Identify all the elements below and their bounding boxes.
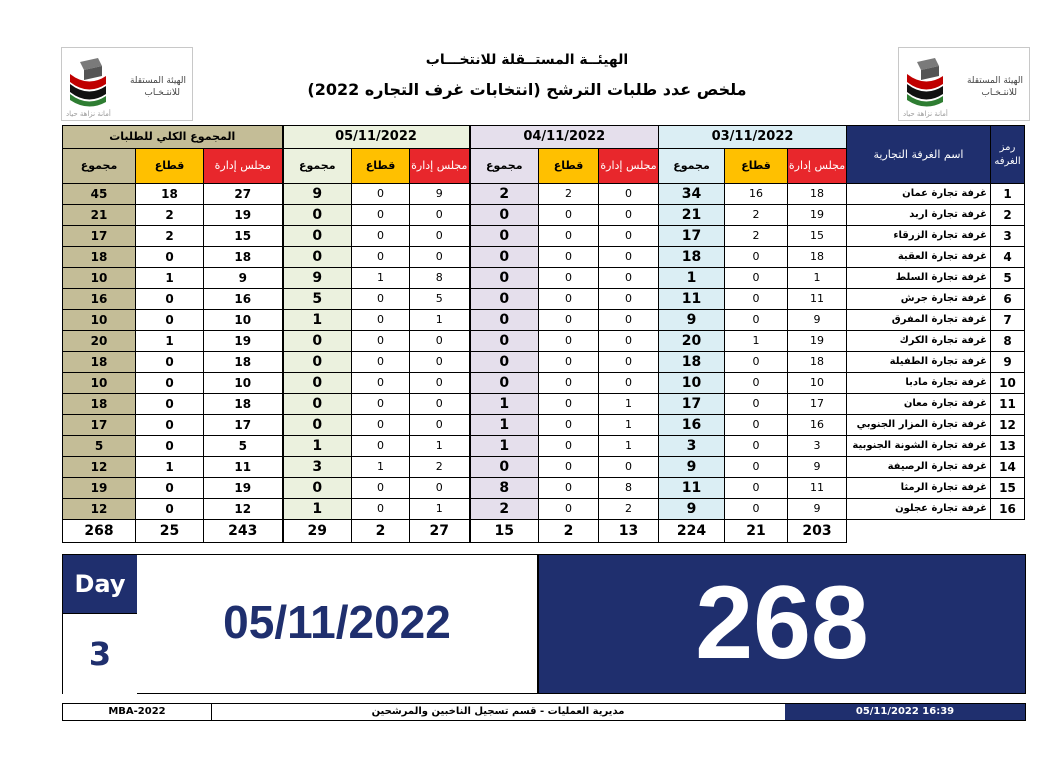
day3-sum-cell: 0 bbox=[283, 352, 352, 373]
footer-code: MBA-2022 bbox=[63, 704, 212, 720]
day1-sum-cell: 16 bbox=[659, 415, 725, 436]
day1-sector-cell: 0 bbox=[725, 247, 788, 268]
day3-sector-cell: 0 bbox=[352, 394, 410, 415]
day-label: Day bbox=[63, 555, 137, 613]
day3-board-cell: 0 bbox=[410, 226, 470, 247]
day2-sector-cell: 0 bbox=[539, 373, 599, 394]
chamber-name-cell: غرفة تجارة اربد bbox=[847, 205, 991, 226]
day2-sum-cell: 0 bbox=[470, 457, 539, 478]
grand-total: 268 bbox=[695, 565, 869, 681]
chamber-code-cell: 7 bbox=[991, 310, 1025, 331]
total-sum-cell: 5 bbox=[63, 436, 136, 457]
total-sector-cell: 2 bbox=[136, 226, 204, 247]
total-board-cell: 5 bbox=[204, 436, 283, 457]
total-sum-cell: 10 bbox=[63, 268, 136, 289]
day2-board-cell: 0 bbox=[599, 457, 659, 478]
day1-sum-cell: 11 bbox=[659, 478, 725, 499]
logo-motto: أمانة نزاهة حياد bbox=[903, 110, 948, 118]
logo-name-line1: الهيئة المستقلة bbox=[966, 76, 1023, 86]
table-row bbox=[63, 394, 1025, 415]
day1-sum-cell: 17 bbox=[659, 394, 725, 415]
day1-board-cell: 9 bbox=[788, 457, 847, 478]
day1-board-cell: 1 bbox=[788, 268, 847, 289]
day1-sector-cell: 0 bbox=[725, 373, 788, 394]
day1-board-cell: 9 bbox=[788, 310, 847, 331]
day2-sum-cell: 0 bbox=[470, 205, 539, 226]
day1-sum-cell: 10 bbox=[659, 373, 725, 394]
table-row bbox=[63, 457, 1025, 478]
day3-board-cell: 1 bbox=[410, 499, 470, 520]
table-row bbox=[63, 373, 1025, 394]
total-board-cell: 19 bbox=[204, 331, 283, 352]
day2-total-cell: 13 bbox=[599, 520, 659, 543]
day2-board-cell: 0 bbox=[599, 373, 659, 394]
day3-board-cell: 8 bbox=[410, 268, 470, 289]
day3-board-cell: 0 bbox=[410, 478, 470, 499]
day2-sum-cell: 8 bbox=[470, 478, 539, 499]
day2-sector-cell: 0 bbox=[539, 331, 599, 352]
day2-sum-cell: 1 bbox=[470, 415, 539, 436]
day2-board-cell: 8 bbox=[599, 478, 659, 499]
day3-total-cell: 2 bbox=[352, 520, 410, 543]
day1-sum-cell: 9 bbox=[659, 457, 725, 478]
logo-name-line1: الهيئة المستقلة bbox=[129, 76, 186, 86]
total-total-cell: 243 bbox=[204, 520, 283, 543]
day3-sector-cell: 0 bbox=[352, 331, 410, 352]
chamber-code-cell: 5 bbox=[991, 268, 1025, 289]
group-header-total: المجموع الكلي للطلبات bbox=[63, 126, 283, 149]
day1-sector-cell: 0 bbox=[725, 499, 788, 520]
day3-board-cell: 0 bbox=[410, 415, 470, 436]
chamber-code-cell: 15 bbox=[991, 478, 1025, 499]
chamber-name-cell: غرفة تجارة معان bbox=[847, 394, 991, 415]
total-sum-cell: 18 bbox=[63, 394, 136, 415]
day1-sum-cell: 3 bbox=[659, 436, 725, 457]
day2-sum-cell: 0 bbox=[470, 331, 539, 352]
table-row bbox=[63, 499, 1025, 520]
chamber-name-cell: غرفة تجارة جرش bbox=[847, 289, 991, 310]
day3-sector-cell: 0 bbox=[352, 310, 410, 331]
chamber-code-cell: 13 bbox=[991, 436, 1025, 457]
total-sum-cell: 10 bbox=[63, 310, 136, 331]
day2-sector-cell: 0 bbox=[539, 289, 599, 310]
day1-sector-cell: 0 bbox=[725, 310, 788, 331]
chamber-name-cell: غرفة تجارة الكرك bbox=[847, 331, 991, 352]
total-sector-cell: 0 bbox=[136, 478, 204, 499]
day2-board-cell: 0 bbox=[599, 205, 659, 226]
chamber-name-cell: غرفة تجارة العقبة bbox=[847, 247, 991, 268]
day2-board-cell: 1 bbox=[599, 436, 659, 457]
day2-board-cell: 0 bbox=[599, 247, 659, 268]
total-sector-cell: 1 bbox=[136, 457, 204, 478]
day2-board-cell: 0 bbox=[599, 289, 659, 310]
total-sum-cell: 21 bbox=[63, 205, 136, 226]
table-row bbox=[63, 310, 1025, 331]
chamber-name-cell: غرفة تجارة عجلون bbox=[847, 499, 991, 520]
day2-sector-cell: 0 bbox=[539, 499, 599, 520]
day3-sector-cell: 0 bbox=[352, 373, 410, 394]
day2-sector-cell: 0 bbox=[539, 415, 599, 436]
day2-board-cell: 0 bbox=[599, 352, 659, 373]
day2-sector-cell: 0 bbox=[539, 478, 599, 499]
total-sector-cell: 0 bbox=[136, 436, 204, 457]
day1-sector-cell: 2 bbox=[725, 205, 788, 226]
date-box bbox=[137, 554, 538, 694]
total-sector-cell: 0 bbox=[136, 499, 204, 520]
day3-sector-cell: 0 bbox=[352, 205, 410, 226]
day2-sector-cell: 2 bbox=[539, 184, 599, 205]
day2-sector-cell: 0 bbox=[539, 352, 599, 373]
chamber-name-cell: غرفة تجارة المفرق bbox=[847, 310, 991, 331]
day1-board-cell: 10 bbox=[788, 373, 847, 394]
table-row bbox=[63, 436, 1025, 457]
totals-row bbox=[63, 520, 1025, 543]
total-board-cell: 18 bbox=[204, 394, 283, 415]
day3-total-cell: 29 bbox=[283, 520, 352, 543]
ballot-box-logo-icon bbox=[68, 54, 108, 110]
table-row bbox=[63, 184, 1025, 205]
total-sector-cell: 0 bbox=[136, 352, 204, 373]
day3-sum-cell: 0 bbox=[283, 373, 352, 394]
chamber-code-cell: 2 bbox=[991, 205, 1025, 226]
sub-header-sector: قطاع bbox=[136, 149, 204, 184]
day3-sum-cell: 1 bbox=[283, 310, 352, 331]
day2-board-cell: 1 bbox=[599, 394, 659, 415]
day2-board-cell: 0 bbox=[599, 331, 659, 352]
day3-board-cell: 0 bbox=[410, 205, 470, 226]
day1-sum-cell: 21 bbox=[659, 205, 725, 226]
total-board-cell: 19 bbox=[204, 478, 283, 499]
table-row bbox=[63, 226, 1025, 247]
day3-sum-cell: 0 bbox=[283, 394, 352, 415]
sub-header-sector: قطاع bbox=[352, 149, 410, 184]
day2-sector-cell: 0 bbox=[539, 247, 599, 268]
chamber-code-cell: 9 bbox=[991, 352, 1025, 373]
logo-name-line2: للانتـخـاب bbox=[981, 88, 1017, 98]
logo-name-line2: للانتـخـاب bbox=[144, 88, 180, 98]
total-sector-cell: 0 bbox=[136, 394, 204, 415]
day1-board-cell: 18 bbox=[788, 247, 847, 268]
day1-sector-cell: 0 bbox=[725, 289, 788, 310]
day2-sum-cell: 0 bbox=[470, 289, 539, 310]
chamber-code-cell: 3 bbox=[991, 226, 1025, 247]
day1-board-cell: 18 bbox=[788, 184, 847, 205]
day3-sum-cell: 0 bbox=[283, 478, 352, 499]
day3-sum-cell: 0 bbox=[283, 226, 352, 247]
day1-sum-cell: 1 bbox=[659, 268, 725, 289]
chamber-name-cell: غرفة تجارة السلط bbox=[847, 268, 991, 289]
day1-sum-cell: 18 bbox=[659, 247, 725, 268]
day2-sum-cell: 0 bbox=[470, 310, 539, 331]
day3-sector-cell: 0 bbox=[352, 415, 410, 436]
day1-sector-cell: 1 bbox=[725, 331, 788, 352]
day2-sector-cell: 0 bbox=[539, 457, 599, 478]
day2-sum-cell: 1 bbox=[470, 394, 539, 415]
sub-header-board: مجلس إدارة bbox=[410, 149, 470, 184]
day2-board-cell: 0 bbox=[599, 184, 659, 205]
day3-board-cell: 1 bbox=[410, 310, 470, 331]
day3-sector-cell: 0 bbox=[352, 499, 410, 520]
sub-header-sector: قطاع bbox=[725, 149, 788, 184]
day3-sum-cell: 5 bbox=[283, 289, 352, 310]
total-sum-cell: 12 bbox=[63, 457, 136, 478]
total-sum-cell: 18 bbox=[63, 247, 136, 268]
day2-board-cell: 1 bbox=[599, 415, 659, 436]
chamber-code-cell: 11 bbox=[991, 394, 1025, 415]
day1-sector-cell: 0 bbox=[725, 268, 788, 289]
total-sum-cell: 12 bbox=[63, 499, 136, 520]
day2-sector-cell: 0 bbox=[539, 268, 599, 289]
day3-total-cell: 27 bbox=[410, 520, 470, 543]
day2-sector-cell: 0 bbox=[539, 226, 599, 247]
chamber-code-cell: 8 bbox=[991, 331, 1025, 352]
day-number: 3 bbox=[63, 613, 137, 694]
table-row bbox=[63, 289, 1025, 310]
day1-board-cell: 16 bbox=[788, 415, 847, 436]
day2-sum-cell: 2 bbox=[470, 499, 539, 520]
day3-board-cell: 1 bbox=[410, 436, 470, 457]
sub-header-board: مجلس إدارة bbox=[599, 149, 659, 184]
day3-board-cell: 5 bbox=[410, 289, 470, 310]
day1-board-cell: 18 bbox=[788, 352, 847, 373]
total-board-cell: 12 bbox=[204, 499, 283, 520]
day3-board-cell: 0 bbox=[410, 394, 470, 415]
day1-board-cell: 11 bbox=[788, 289, 847, 310]
footer-department: مديرية العمليات - قسم تسجيل الناخبين والمرشحين bbox=[371, 706, 625, 717]
total-board-cell: 15 bbox=[204, 226, 283, 247]
table-row bbox=[63, 247, 1025, 268]
chamber-name-cell: غرفة تجارة المزار الجنوبي bbox=[847, 415, 991, 436]
day3-sector-cell: 0 bbox=[352, 436, 410, 457]
chamber-code-cell: 4 bbox=[991, 247, 1025, 268]
day2-sum-cell: 0 bbox=[470, 226, 539, 247]
total-board-cell: 11 bbox=[204, 457, 283, 478]
total-sum-cell: 18 bbox=[63, 352, 136, 373]
total-sector-cell: 18 bbox=[136, 184, 204, 205]
chamber-name-cell: غرفة تجارة الشونة الجنوبية bbox=[847, 436, 991, 457]
footer-timestamp: 05/11/2022 16:39 bbox=[785, 704, 1025, 720]
day2-sum-cell: 0 bbox=[470, 352, 539, 373]
chamber-code-cell: 1 bbox=[991, 184, 1025, 205]
total-total-cell: 268 bbox=[63, 520, 136, 543]
total-board-cell: 27 bbox=[204, 184, 283, 205]
day3-sector-cell: 1 bbox=[352, 268, 410, 289]
total-sector-cell: 0 bbox=[136, 247, 204, 268]
total-board-cell: 18 bbox=[204, 247, 283, 268]
day2-board-cell: 0 bbox=[599, 226, 659, 247]
day3-sum-cell: 0 bbox=[283, 331, 352, 352]
day3-sector-cell: 0 bbox=[352, 247, 410, 268]
table-row bbox=[63, 205, 1025, 226]
totals-row-spacer bbox=[847, 520, 1025, 543]
day2-sector-cell: 0 bbox=[539, 394, 599, 415]
day1-total-cell: 224 bbox=[659, 520, 725, 543]
day3-sector-cell: 1 bbox=[352, 457, 410, 478]
day3-sum-cell: 9 bbox=[283, 268, 352, 289]
page-subtitle: ملخص عدد طلبات الترشح (انتخابات غرف التجاره 2022) bbox=[307, 80, 747, 99]
column-header-chamber: اسم الغرفة التجارية bbox=[847, 126, 991, 184]
day1-sum-cell: 34 bbox=[659, 184, 725, 205]
sub-header-board: مجلس إدارة bbox=[204, 149, 283, 184]
total-sum-cell: 10 bbox=[63, 373, 136, 394]
chamber-code-cell: 10 bbox=[991, 373, 1025, 394]
footer-bar bbox=[62, 703, 1026, 721]
total-board-cell: 18 bbox=[204, 352, 283, 373]
total-board-cell: 17 bbox=[204, 415, 283, 436]
total-board-cell: 10 bbox=[204, 373, 283, 394]
total-sector-cell: 1 bbox=[136, 268, 204, 289]
day3-sector-cell: 0 bbox=[352, 226, 410, 247]
total-sector-cell: 0 bbox=[136, 310, 204, 331]
grand-total-box bbox=[538, 554, 1026, 694]
total-board-cell: 16 bbox=[204, 289, 283, 310]
total-sum-cell: 20 bbox=[63, 331, 136, 352]
table-row bbox=[63, 268, 1025, 289]
day3-board-cell: 0 bbox=[410, 373, 470, 394]
summary-date: 05/11/2022 bbox=[223, 596, 451, 648]
day1-sector-cell: 0 bbox=[725, 415, 788, 436]
total-sector-cell: 0 bbox=[136, 415, 204, 436]
day1-sector-cell: 0 bbox=[725, 352, 788, 373]
day1-sum-cell: 9 bbox=[659, 310, 725, 331]
day1-sum-cell: 9 bbox=[659, 499, 725, 520]
chamber-code-cell: 12 bbox=[991, 415, 1025, 436]
day1-board-cell: 19 bbox=[788, 205, 847, 226]
sub-header-sum: مجموع bbox=[63, 149, 136, 184]
day3-sum-cell: 3 bbox=[283, 457, 352, 478]
day3-sum-cell: 0 bbox=[283, 415, 352, 436]
day1-sector-cell: 16 bbox=[725, 184, 788, 205]
day1-sum-cell: 20 bbox=[659, 331, 725, 352]
day2-total-cell: 2 bbox=[539, 520, 599, 543]
day3-sector-cell: 0 bbox=[352, 478, 410, 499]
chamber-code-cell: 6 bbox=[991, 289, 1025, 310]
day1-board-cell: 17 bbox=[788, 394, 847, 415]
total-sector-cell: 1 bbox=[136, 331, 204, 352]
day1-board-cell: 9 bbox=[788, 499, 847, 520]
day2-total-cell: 15 bbox=[470, 520, 539, 543]
applications-table bbox=[62, 125, 1025, 543]
day2-sector-cell: 0 bbox=[539, 205, 599, 226]
day2-board-cell: 0 bbox=[599, 268, 659, 289]
day3-board-cell: 9 bbox=[410, 184, 470, 205]
day1-sector-cell: 0 bbox=[725, 394, 788, 415]
day1-board-cell: 11 bbox=[788, 478, 847, 499]
total-sector-cell: 0 bbox=[136, 373, 204, 394]
day2-sum-cell: 1 bbox=[470, 436, 539, 457]
group-header-day3: 05/11/2022 bbox=[283, 126, 470, 149]
day2-board-cell: 0 bbox=[599, 310, 659, 331]
day3-board-cell: 0 bbox=[410, 247, 470, 268]
day2-sum-cell: 0 bbox=[470, 268, 539, 289]
sub-header-sum: مجموع bbox=[470, 149, 539, 184]
day3-board-cell: 2 bbox=[410, 457, 470, 478]
chamber-code-cell: 16 bbox=[991, 499, 1025, 520]
day3-sum-cell: 9 bbox=[283, 184, 352, 205]
chamber-name-cell: غرفة تجارة الزرقاء bbox=[847, 226, 991, 247]
day3-sector-cell: 0 bbox=[352, 352, 410, 373]
chamber-name-cell: غرفة تجارة عمان bbox=[847, 184, 991, 205]
total-board-cell: 10 bbox=[204, 310, 283, 331]
day1-board-cell: 15 bbox=[788, 226, 847, 247]
table-row bbox=[63, 415, 1025, 436]
total-board-cell: 19 bbox=[204, 205, 283, 226]
total-board-cell: 9 bbox=[204, 268, 283, 289]
day2-sum-cell: 2 bbox=[470, 184, 539, 205]
chamber-code-cell: 14 bbox=[991, 457, 1025, 478]
group-header-day1: 03/11/2022 bbox=[659, 126, 847, 149]
day1-sum-cell: 11 bbox=[659, 289, 725, 310]
day1-total-cell: 203 bbox=[788, 520, 847, 543]
day1-sum-cell: 18 bbox=[659, 352, 725, 373]
total-sum-cell: 16 bbox=[63, 289, 136, 310]
day3-sector-cell: 0 bbox=[352, 289, 410, 310]
day3-sum-cell: 0 bbox=[283, 205, 352, 226]
day1-sector-cell: 2 bbox=[725, 226, 788, 247]
day2-sector-cell: 0 bbox=[539, 310, 599, 331]
total-sum-cell: 19 bbox=[63, 478, 136, 499]
day3-sum-cell: 1 bbox=[283, 436, 352, 457]
chamber-name-cell: غرفة تجارة الطفيلة bbox=[847, 352, 991, 373]
table-row bbox=[63, 331, 1025, 352]
day-box bbox=[62, 554, 138, 694]
total-sector-cell: 2 bbox=[136, 205, 204, 226]
page-title: الهيئــة المستــقلة للانتخـــاب bbox=[425, 52, 629, 68]
table-row bbox=[63, 478, 1025, 499]
day1-sector-cell: 0 bbox=[725, 457, 788, 478]
total-sum-cell: 17 bbox=[63, 226, 136, 247]
day1-sum-cell: 17 bbox=[659, 226, 725, 247]
day3-sector-cell: 0 bbox=[352, 184, 410, 205]
sub-header-sum: مجموع bbox=[283, 149, 352, 184]
commission-logo-left bbox=[61, 47, 193, 121]
chamber-name-cell: غرفة تجارة مادبا bbox=[847, 373, 991, 394]
sub-header-sector: قطاع bbox=[539, 149, 599, 184]
total-total-cell: 25 bbox=[136, 520, 204, 543]
day3-sum-cell: 0 bbox=[283, 247, 352, 268]
total-sum-cell: 45 bbox=[63, 184, 136, 205]
sub-header-sum: مجموع bbox=[659, 149, 725, 184]
table-row bbox=[63, 352, 1025, 373]
day2-sum-cell: 0 bbox=[470, 373, 539, 394]
day1-sector-cell: 0 bbox=[725, 478, 788, 499]
commission-logo-right bbox=[898, 47, 1030, 121]
total-sector-cell: 0 bbox=[136, 289, 204, 310]
day3-board-cell: 0 bbox=[410, 352, 470, 373]
ballot-box-logo-icon bbox=[905, 54, 945, 110]
day1-board-cell: 19 bbox=[788, 331, 847, 352]
logo-motto: أمانة نزاهة حياد bbox=[66, 110, 111, 118]
chamber-name-cell: غرفة تجارة الرصيفة bbox=[847, 457, 991, 478]
group-header-day2: 04/11/2022 bbox=[470, 126, 659, 149]
day2-sector-cell: 0 bbox=[539, 436, 599, 457]
chamber-name-cell: غرفة تجارة الرمثا bbox=[847, 478, 991, 499]
day3-sum-cell: 1 bbox=[283, 499, 352, 520]
day3-board-cell: 0 bbox=[410, 331, 470, 352]
day1-board-cell: 3 bbox=[788, 436, 847, 457]
sub-header-board: مجلس إدارة bbox=[788, 149, 847, 184]
column-header-code: رمز الغرفه bbox=[991, 126, 1025, 184]
total-sum-cell: 17 bbox=[63, 415, 136, 436]
day2-board-cell: 2 bbox=[599, 499, 659, 520]
day2-sum-cell: 0 bbox=[470, 247, 539, 268]
day1-total-cell: 21 bbox=[725, 520, 788, 543]
day1-sector-cell: 0 bbox=[725, 436, 788, 457]
